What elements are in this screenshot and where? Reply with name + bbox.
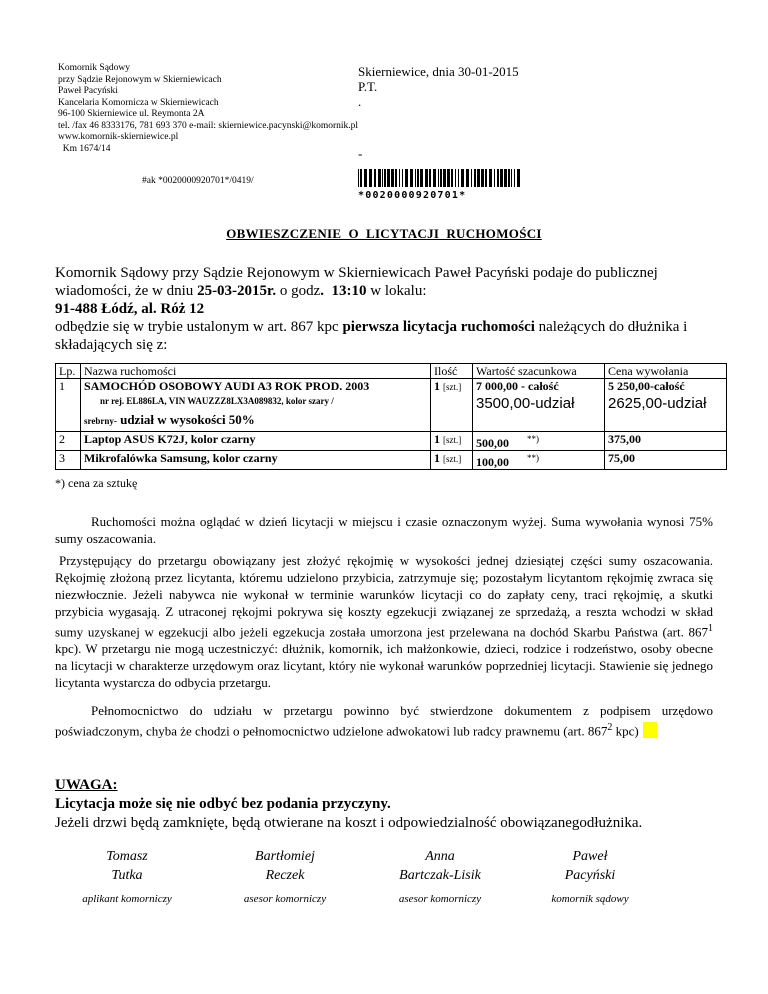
barcode-bar xyxy=(402,169,403,187)
signatory-last-name: Tutka xyxy=(111,868,143,883)
quantity-value: 1 xyxy=(434,451,440,465)
barcode-bar xyxy=(358,169,359,187)
value-suffix: - całość xyxy=(518,379,559,393)
signatory-first-name: Tomasz xyxy=(106,849,148,864)
signatory-role: komornik sądowy xyxy=(551,893,629,905)
signatory-last-name: Bartczak-Lisik xyxy=(399,868,481,883)
signatory-first-name: Bartłomiej xyxy=(255,849,315,864)
barcode-bar xyxy=(481,169,484,187)
barcode-bar xyxy=(410,169,413,187)
intro-text-part: o godz xyxy=(276,283,321,299)
intro-line: Komornik Sądowy przy Sądzie Rejonowym w Skierniewicach Paweł Pacyński podaje do publicznej xyxy=(55,265,658,281)
barcode-bar xyxy=(369,169,372,187)
column-header: Lp. xyxy=(56,364,81,379)
auction-type: pierwsza licytacja ruchomości xyxy=(342,319,535,335)
item-name-cell xyxy=(81,379,431,432)
value-whole xyxy=(476,379,601,393)
signatory-first-name: Paweł xyxy=(572,849,608,864)
case-number: Km 1674/14 xyxy=(58,143,111,154)
row-number: 3 xyxy=(56,451,81,470)
item-name: Mikrofalówka Samsung, kolor czarny xyxy=(81,451,431,470)
quantity-value: 1 xyxy=(434,432,440,446)
signatory-first-name: Anna xyxy=(425,849,455,864)
article-superscript: 2 xyxy=(607,722,613,733)
item-price xyxy=(605,379,727,432)
deposit-text: Przystępujący do przetargu obowiązany jest złożyć rękojmię w wysokości jednej dziesiątej części sumy oszacowania. Rękojmię złożoną przez licytanta, któremu udzielono przybicia, zatrzymuje się; pozostałym licytantom rękojmię zwraca się niezwłocznie. Jeżeli nabywca nie wykonał w terminie warunków licytacji co do zapłaty ceny, traci rękojmię, a skutki przybicia wygasają. Z utraconej rękojmi pokrywa się koszty egzekucji związanej ze sprzedażą, a reszta wchodzi w skład sumy uzyskanej w egzekucji albo jeżeli egzekucja została umorzona jest przelewana na dochód Skarbu Państwa (art. 867 xyxy=(55,553,713,640)
row-number: 1 xyxy=(56,379,81,432)
barcode-bar xyxy=(497,169,499,187)
header-line: 96-100 Skierniewice ul. Reymonta 2A xyxy=(58,109,205,119)
barcode-bar xyxy=(415,169,416,187)
barcode-bar xyxy=(455,169,456,187)
reference-code: #ak *0020000920701*/0419/ xyxy=(142,176,254,186)
header-line: Paweł Pacyński xyxy=(58,86,118,96)
intro-text-part: należących do dłużnika i xyxy=(534,319,688,335)
barcode-bar xyxy=(417,169,419,187)
barcode-bar xyxy=(425,169,428,187)
signatory xyxy=(220,847,350,905)
item-detail xyxy=(84,410,427,431)
barcode-bar xyxy=(458,169,459,187)
document-title: OBWIESZCZENIE O LICYTACJI RUCHOMOŚCI xyxy=(226,226,542,241)
barcode-bar xyxy=(500,169,503,187)
office-header xyxy=(58,63,358,155)
barcode-bar xyxy=(451,169,453,187)
viewing-paragraph: Ruchomości można oglądać w dzień licytacji w miejscu i czasie oznaczonym wyżej. Suma wywołania wynosi 75% sumy oszacowania. xyxy=(55,514,713,546)
barcode-bar xyxy=(474,169,476,187)
header-line: Komornik Sądowy xyxy=(58,63,131,73)
column-header: Cena wywołania xyxy=(605,364,727,379)
signatory xyxy=(530,847,650,905)
barcode xyxy=(358,169,522,201)
barcode-bar xyxy=(438,169,439,187)
barcode-bar xyxy=(395,169,397,187)
barcode-bar xyxy=(374,169,376,187)
quantity-unit: [szt.] xyxy=(443,382,462,392)
value-share: 3500,00-udział xyxy=(476,395,575,412)
column-header: Wartość szacunkowa xyxy=(473,364,605,379)
warning-line: Licytacja może się nie odbyć bez podania przyczyny. xyxy=(55,796,391,812)
proxy-text: kpc) xyxy=(612,723,639,739)
barcode-bar xyxy=(429,169,431,187)
header-line: www.komornik-skierniewice.pl xyxy=(58,132,179,142)
barcode-bar xyxy=(447,169,450,187)
item-detail: nr rej. EL886LA, VIN WAUZZZ8LX3A089832, kolor szary / xyxy=(100,396,334,406)
barcode-bar xyxy=(461,169,464,187)
quantity-unit: [szt.] xyxy=(443,435,462,445)
barcode-bar xyxy=(391,169,394,187)
signatory-role: asesor komorniczy xyxy=(243,893,327,905)
quantity-unit: [szt.] xyxy=(443,454,462,464)
barcode-bar xyxy=(364,169,367,187)
barcode-bar xyxy=(514,169,515,187)
barcode-bar xyxy=(466,169,469,187)
footnote: *) cena za sztukę xyxy=(55,476,138,490)
item-value xyxy=(473,379,605,432)
value-footnote-mark: **) xyxy=(527,434,539,444)
deposit-text: kpc). W przetargu nie mogą uczestniczyć: dłużnik, komornik, ich małżonkowie, dzieci, rodzice i rodzeństwo, osoby obecne na licytacji w charakterze urzędowym oraz licytant, który nie wykonał warunków poprzedniej licytacji. Stawienie się jednego licytanta wystarcza do odbycia przetargu. xyxy=(55,641,713,691)
barcode-bar xyxy=(443,169,446,187)
table-row xyxy=(56,451,727,470)
value-footnote-mark: **) xyxy=(527,453,539,463)
item-share: udział w wysokości 50% xyxy=(116,412,255,427)
price-share: 2625,00-udział xyxy=(608,395,707,412)
barcode-bar xyxy=(485,169,487,187)
barcode-bar xyxy=(494,169,495,187)
signatory-last-name: Reczek xyxy=(265,868,305,883)
highlight-mark xyxy=(643,722,657,738)
table-row xyxy=(56,432,727,451)
intro-text-part: w lokalu: xyxy=(366,283,427,299)
signatory xyxy=(375,847,505,905)
barcode-bar xyxy=(382,169,383,187)
proxy-paragraph xyxy=(55,702,713,739)
item-value xyxy=(473,451,605,470)
header-line: tel. /fax 46 8333176, 781 693 370 e-mail: skierniewice.pacynski@komornik.pl xyxy=(58,120,359,131)
signatory xyxy=(72,847,182,905)
item-value xyxy=(473,432,605,451)
value-amount: 7 000,00 xyxy=(476,379,518,393)
signatory-role: aplikant komorniczy xyxy=(82,893,172,905)
barcode-bar xyxy=(471,169,472,187)
row-number: 2 xyxy=(56,432,81,451)
proxy-text: Pełnomocnictwo do udziału w przetargu powinno być stwierdzone dokumentem z podpisem urzędowo poświadczonym, chyba że chodzi o pełnomocnictwo udzielone adwokatowi lub radcy prawnemu (art. 867 xyxy=(55,703,713,739)
barcode-bar xyxy=(405,169,408,187)
barcode-bar xyxy=(433,169,436,187)
barcode-bar xyxy=(477,169,480,187)
header-line: Kancelaria Komornicza w Skierniewicach xyxy=(58,97,219,108)
table-row xyxy=(56,379,727,432)
barcode-image xyxy=(358,169,522,187)
column-header: Nazwa ruchomości xyxy=(81,364,431,379)
deposit-paragraph xyxy=(55,552,713,691)
warning-heading: UWAGA: xyxy=(55,777,118,793)
header-line: przy Sądzie Rejonowym w Skierniewicach xyxy=(58,74,222,85)
table-header-row xyxy=(56,364,727,379)
barcode-bar xyxy=(511,169,512,187)
recipient-pt: P.T. xyxy=(358,79,378,94)
value-amount: 500,00 xyxy=(476,436,509,450)
signatory-role: asesor komorniczy xyxy=(398,893,482,905)
barcode-text: *0020000920701* xyxy=(358,190,467,201)
auction-date: 25-03-2015r. xyxy=(197,283,277,299)
item-name: Laptop ASUS K72J, kolor czarny xyxy=(81,432,431,451)
barcode-bar xyxy=(440,169,442,187)
items-table xyxy=(55,363,727,470)
intro-text-part: odbędzie się w trybie ustalonym w art. 867 kpc xyxy=(55,319,343,335)
barcode-bar xyxy=(420,169,423,187)
barcode-bar xyxy=(489,169,492,187)
auction-time: . 13:10 xyxy=(320,283,367,299)
barcode-bar xyxy=(360,169,362,187)
warning-block xyxy=(55,776,642,833)
item-price: 375,00 xyxy=(605,432,727,451)
barcode-bar xyxy=(508,169,510,187)
item-quantity xyxy=(431,451,473,470)
intro-text xyxy=(55,264,713,354)
item-quantity xyxy=(431,432,473,451)
warning-line: Jeżeli drzwi będą zamknięte, będą otwierane na koszt i odpowiedzialność obowiązanegodłużnika. xyxy=(55,815,643,831)
date-block xyxy=(358,64,519,109)
intro-line xyxy=(55,282,713,300)
auction-address: 91-488 Łódź, al. Róż 12 xyxy=(55,301,205,317)
recipient-dot: . xyxy=(358,94,362,109)
recipient-dash: - xyxy=(358,146,363,161)
item-name: SAMOCHÓD OSOBOWY AUDI A3 ROK PROD. 2003 xyxy=(84,379,370,393)
barcode-bar xyxy=(387,169,390,187)
barcode-bar xyxy=(504,169,507,187)
barcode-bar xyxy=(517,169,520,187)
intro-text-part: wiadomości, że w dniu xyxy=(55,283,198,299)
barcode-bar xyxy=(384,169,386,187)
item-price: 75,00 xyxy=(605,451,727,470)
price-whole: 5 250,00-całość xyxy=(608,379,685,393)
item-detail-part: srebrny- xyxy=(84,416,117,426)
intro-line xyxy=(55,318,713,336)
column-header: Ilość xyxy=(431,364,473,379)
document-date: Skierniewice, dnia 30-01-2015 xyxy=(358,64,519,79)
barcode-bar xyxy=(399,169,400,187)
item-quantity xyxy=(431,379,473,432)
signatory-last-name: Pacyński xyxy=(564,868,616,883)
intro-line: składających się z: xyxy=(55,337,168,353)
barcode-bar xyxy=(378,169,381,187)
value-amount: 100,00 xyxy=(476,455,509,469)
quantity-value: 1 xyxy=(434,379,440,393)
article-superscript: 1 xyxy=(708,623,713,634)
